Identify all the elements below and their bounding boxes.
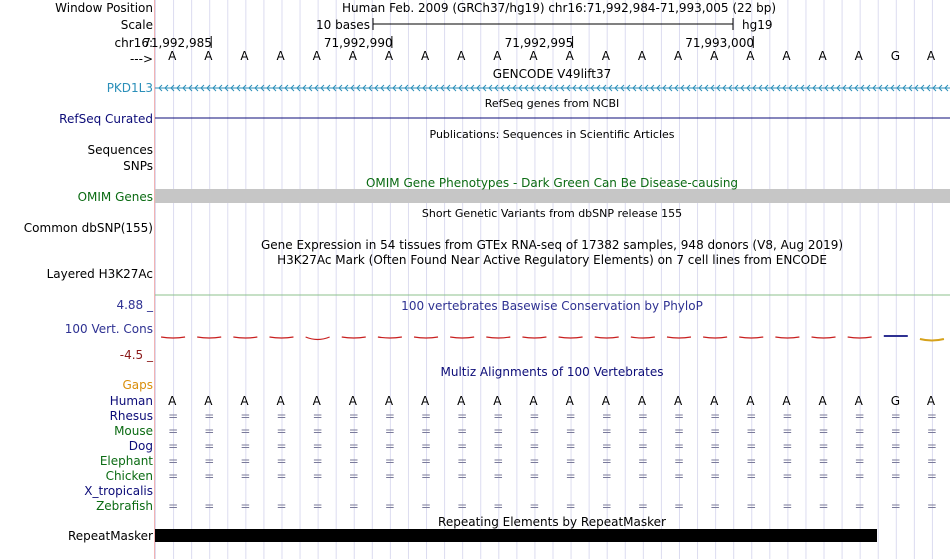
alignment-base: =	[457, 499, 468, 513]
alignment-base: =	[637, 469, 648, 483]
alignment-base: =	[493, 424, 504, 438]
species-label[interactable]: Chicken	[105, 469, 153, 483]
alignment-base: =	[926, 409, 937, 423]
base-letter: A	[204, 49, 213, 63]
alignment-base: =	[890, 469, 901, 483]
alignment-base: =	[276, 409, 287, 423]
base-letter: A	[818, 49, 827, 63]
alignment-base: =	[854, 409, 865, 423]
alignment-base: =	[601, 469, 612, 483]
chrom-label: chr16:	[114, 36, 153, 50]
alignment-base: A	[818, 394, 827, 408]
alignment-base: A	[529, 394, 538, 408]
alignment-base: =	[384, 439, 395, 453]
dbsnp-track-title: Short Genetic Variants from dbSNP release 155	[421, 207, 683, 220]
alignment-base: =	[926, 439, 937, 453]
alignment-base: =	[312, 499, 323, 513]
alignment-base: =	[240, 469, 251, 483]
alignment-base: =	[673, 499, 685, 513]
alignment-base: =	[421, 439, 432, 453]
base-letter: A	[565, 49, 574, 63]
alignment-base: =	[565, 439, 576, 453]
alignment-base: =	[601, 454, 612, 468]
alignment-base: =	[637, 424, 648, 438]
alignment-base: =	[926, 499, 937, 513]
alignment-base: =	[818, 499, 829, 513]
assembly-name: hg19	[742, 18, 773, 32]
base-letter: A	[240, 49, 249, 63]
alignment-base: =	[240, 454, 251, 468]
alignment-base: =	[601, 439, 612, 453]
phylop-max-label: 4.88 _	[116, 298, 153, 312]
alignment-base: =	[818, 424, 829, 438]
alignment-base: =	[457, 439, 468, 453]
alignment-base: A	[384, 394, 394, 408]
gencode-gene-label[interactable]: PKD1L3	[106, 81, 153, 95]
alignment-base: =	[168, 409, 179, 423]
phylop-min-label: -4.5 _	[119, 348, 153, 362]
alignment-base: =	[421, 469, 432, 483]
alignment-base: =	[421, 424, 432, 438]
alignment-base: =	[782, 469, 793, 483]
alignment-base: A	[168, 394, 177, 408]
alignment-base: =	[746, 439, 757, 453]
alignment-base: =	[601, 409, 612, 423]
alignment-base: =	[710, 469, 721, 483]
alignment-base: =	[565, 469, 576, 483]
repeatmasker-feature-bar	[155, 529, 877, 542]
alignment-base: =	[348, 454, 359, 468]
alignment-base: =	[348, 439, 359, 453]
alignment-base: =	[276, 469, 287, 483]
alignment-base: =	[168, 424, 179, 438]
alignment-base: =	[854, 499, 865, 513]
alignment-base: =	[204, 469, 215, 483]
alignment-base: =	[890, 439, 901, 453]
alignment-base: =	[565, 454, 576, 468]
scale-label: Scale	[120, 18, 153, 32]
alignment-base: =	[746, 409, 757, 423]
base-letter: A	[384, 49, 394, 63]
base-letter: A	[601, 49, 610, 63]
alignment-base: =	[818, 469, 829, 483]
publications-sequences-label[interactable]: Sequences	[87, 143, 153, 157]
alignment-base: =	[529, 499, 540, 513]
refseq-track-title: RefSeq genes from NCBI	[484, 97, 620, 110]
alignment-base: =	[673, 469, 685, 483]
alignment-base: =	[421, 454, 432, 468]
alignment-base: =	[493, 454, 504, 468]
alignment-base: =	[926, 454, 937, 468]
alignment-base: =	[529, 439, 540, 453]
alignment-base: =	[493, 499, 504, 513]
alignment-base: =	[457, 454, 468, 468]
alignment-base: =	[673, 439, 685, 453]
repeatmasker-track-label[interactable]: RepeatMasker	[67, 529, 153, 543]
alignment-base: =	[746, 499, 757, 513]
alignment-base: =	[710, 424, 721, 438]
alignment-base: =	[782, 439, 793, 453]
alignment-base: =	[818, 409, 829, 423]
alignment-base: G	[890, 394, 901, 408]
alignment-base: =	[204, 454, 215, 468]
alignment-base: =	[276, 454, 287, 468]
species-label[interactable]: Dog	[128, 439, 153, 453]
alignment-base: A	[854, 394, 863, 408]
alignment-base: =	[854, 424, 865, 438]
position-tick-label: 71,992,985	[143, 36, 212, 50]
alignment-base: =	[204, 499, 215, 513]
base-letter: A	[710, 49, 719, 63]
alignment-base: =	[529, 454, 540, 468]
alignment-base: =	[204, 439, 215, 453]
gtex-track-title: Gene Expression in 54 tissues from GTEx RNA-seq of 17382 samples, 948 donors (V8, Aug 2019)	[260, 238, 844, 252]
alignment-base: =	[421, 409, 432, 423]
alignment-base: =	[673, 454, 685, 468]
alignment-base: =	[493, 469, 504, 483]
alignment-base: =	[168, 499, 179, 513]
alignment-base: A	[601, 394, 610, 408]
alignment-base: =	[168, 454, 179, 468]
alignment-base: =	[276, 439, 287, 453]
phylop-track-label[interactable]: 100 Vert. Cons	[64, 322, 153, 336]
alignment-base: =	[312, 424, 323, 438]
gencode-track-title: GENCODE V49lift37	[492, 67, 612, 81]
alignment-base: =	[312, 469, 323, 483]
alignment-base: =	[926, 424, 937, 438]
alignment-base: =	[818, 454, 829, 468]
alignment-base: =	[637, 439, 648, 453]
alignment-base: =	[529, 469, 540, 483]
alignment-base: =	[384, 454, 395, 468]
window-position-label: Window Position	[55, 1, 153, 15]
base-letter: A	[457, 49, 466, 63]
alignment-base: =	[384, 424, 395, 438]
alignment-base: =	[746, 424, 757, 438]
base-letter: A	[276, 49, 285, 63]
base-letter: A	[421, 49, 430, 63]
species-label[interactable]: Zebrafish	[96, 499, 153, 513]
position-tick-label: 71,992,995	[504, 36, 574, 50]
base-letter: A	[746, 49, 755, 63]
alignment-base: =	[782, 409, 793, 423]
repeatmasker-track-title: Repeating Elements by RepeatMasker	[438, 515, 666, 529]
alignment-base: A	[746, 394, 755, 408]
alignment-base: =	[890, 454, 901, 468]
alignment-base: A	[457, 394, 466, 408]
alignment-base: =	[890, 424, 901, 438]
alignment-base: =	[746, 469, 757, 483]
position-tick-label: 71,993,000	[685, 36, 754, 50]
alignment-base: =	[204, 424, 215, 438]
alignment-base: A	[673, 394, 683, 408]
position-tick-label: 71,992,990	[323, 36, 393, 50]
alignment-base: =	[710, 499, 721, 513]
alignment-base: =	[710, 454, 721, 468]
alignment-base: =	[457, 409, 468, 423]
base-letter: A	[926, 49, 936, 63]
omim-track-label[interactable]: OMIM Genes	[77, 190, 153, 204]
alignment-base: =	[565, 499, 576, 513]
alignment-base: =	[168, 469, 179, 483]
alignment-base: A	[782, 394, 791, 408]
alignment-base: =	[240, 409, 251, 423]
alignment-base: =	[782, 424, 793, 438]
scale-text: 10 bases	[316, 18, 370, 32]
alignment-base: =	[348, 499, 359, 513]
alignment-base: =	[565, 409, 576, 423]
alignment-base: =	[746, 454, 757, 468]
alignment-base: =	[601, 499, 612, 513]
alignment-base: =	[204, 409, 215, 423]
strand-label: --->	[129, 52, 153, 66]
alignment-base: =	[421, 499, 432, 513]
alignment-base: =	[240, 439, 251, 453]
alignment-base: =	[710, 409, 721, 423]
alignment-base: =	[601, 424, 612, 438]
alignment-base: =	[384, 469, 395, 483]
base-letter: A	[854, 49, 863, 63]
alignment-base: =	[818, 439, 829, 453]
base-letter: A	[312, 49, 321, 63]
base-letter: A	[168, 49, 177, 63]
alignment-base: =	[673, 409, 685, 423]
species-label[interactable]: Rhesus	[109, 409, 153, 423]
alignment-base: A	[493, 394, 502, 408]
alignment-base: =	[529, 409, 540, 423]
alignment-base: A	[204, 394, 213, 408]
alignment-base: =	[384, 409, 395, 423]
alignment-base: =	[637, 409, 648, 423]
omim-feature-bar	[155, 189, 950, 203]
base-letter: A	[348, 49, 357, 63]
base-letter: A	[493, 49, 502, 63]
alignment-base: =	[168, 439, 179, 453]
alignment-base: =	[890, 499, 901, 513]
alignment-base: A	[565, 394, 574, 408]
alignment-base: =	[854, 469, 865, 483]
alignment-base: =	[637, 454, 648, 468]
species-label[interactable]: Mouse	[114, 424, 153, 438]
alignment-base: =	[240, 499, 251, 513]
assembly-position: Human Feb. 2009 (GRCh37/hg19) chr16:71,992,984-71,993,005 (22 bp)	[342, 1, 777, 15]
alignment-base: =	[782, 454, 793, 468]
alignment-base: =	[710, 439, 721, 453]
alignment-base: =	[529, 424, 540, 438]
multiz-track-title: Multiz Alignments of 100 Vertebrates	[440, 365, 664, 379]
alignment-base: =	[240, 424, 251, 438]
phylop-track-title: 100 vertebrates Basewise Conservation by PhyloP	[401, 299, 703, 313]
alignment-base: =	[348, 409, 359, 423]
alignment-base: =	[782, 499, 793, 513]
alignment-base: A	[926, 394, 936, 408]
alignment-base: A	[421, 394, 430, 408]
base-letter: G	[890, 49, 901, 63]
alignment-base: =	[854, 439, 865, 453]
h3k27ac-track-title: H3K27Ac Mark (Often Found Near Active Regulatory Elements) on 7 cell lines from ENCODE	[277, 253, 827, 267]
omim-track-title: OMIM Gene Phenotypes - Dark Green Can Be Disease-causing	[365, 176, 739, 190]
alignment-base: =	[312, 454, 323, 468]
base-letter: A	[529, 49, 538, 63]
alignment-base: =	[673, 424, 685, 438]
alignment-base: =	[854, 454, 865, 468]
alignment-base: A	[240, 394, 249, 408]
alignment-base: =	[637, 499, 648, 513]
alignment-base: =	[457, 424, 468, 438]
alignment-base: =	[926, 469, 937, 483]
alignment-base: =	[312, 409, 323, 423]
alignment-base: =	[348, 424, 359, 438]
alignment-base: A	[276, 394, 285, 408]
alignment-base: =	[312, 439, 323, 453]
multiz-gaps-label[interactable]: Gaps	[122, 378, 153, 392]
alignment-base: A	[348, 394, 357, 408]
alignment-base: =	[348, 469, 359, 483]
alignment-base: =	[457, 469, 468, 483]
alignment-base: =	[890, 409, 901, 423]
refseq-track-label[interactable]: RefSeq Curated	[59, 112, 153, 126]
alignment-base: A	[312, 394, 321, 408]
publications-track-title: Publications: Sequences in Scientific Articles	[429, 128, 675, 141]
base-letter: A	[673, 49, 683, 63]
alignment-base: =	[493, 439, 504, 453]
species-label[interactable]: Human	[109, 394, 153, 408]
alignment-base: =	[276, 499, 287, 513]
h3k27ac-track-label[interactable]: Layered H3K27Ac	[46, 267, 153, 281]
dbsnp-track-label[interactable]: Common dbSNP(155)	[23, 221, 153, 235]
species-label[interactable]: Elephant	[99, 454, 153, 468]
base-letter: A	[637, 49, 647, 63]
alignment-base: =	[565, 424, 576, 438]
species-label[interactable]: X_tropicalis	[84, 484, 153, 498]
alignment-base: =	[493, 409, 504, 423]
alignment-base: =	[276, 424, 287, 438]
alignment-base: A	[637, 394, 647, 408]
base-letter: A	[782, 49, 791, 63]
publications-snps-label[interactable]: SNPs	[123, 159, 153, 173]
alignment-base: A	[710, 394, 719, 408]
alignment-base: =	[384, 499, 395, 513]
